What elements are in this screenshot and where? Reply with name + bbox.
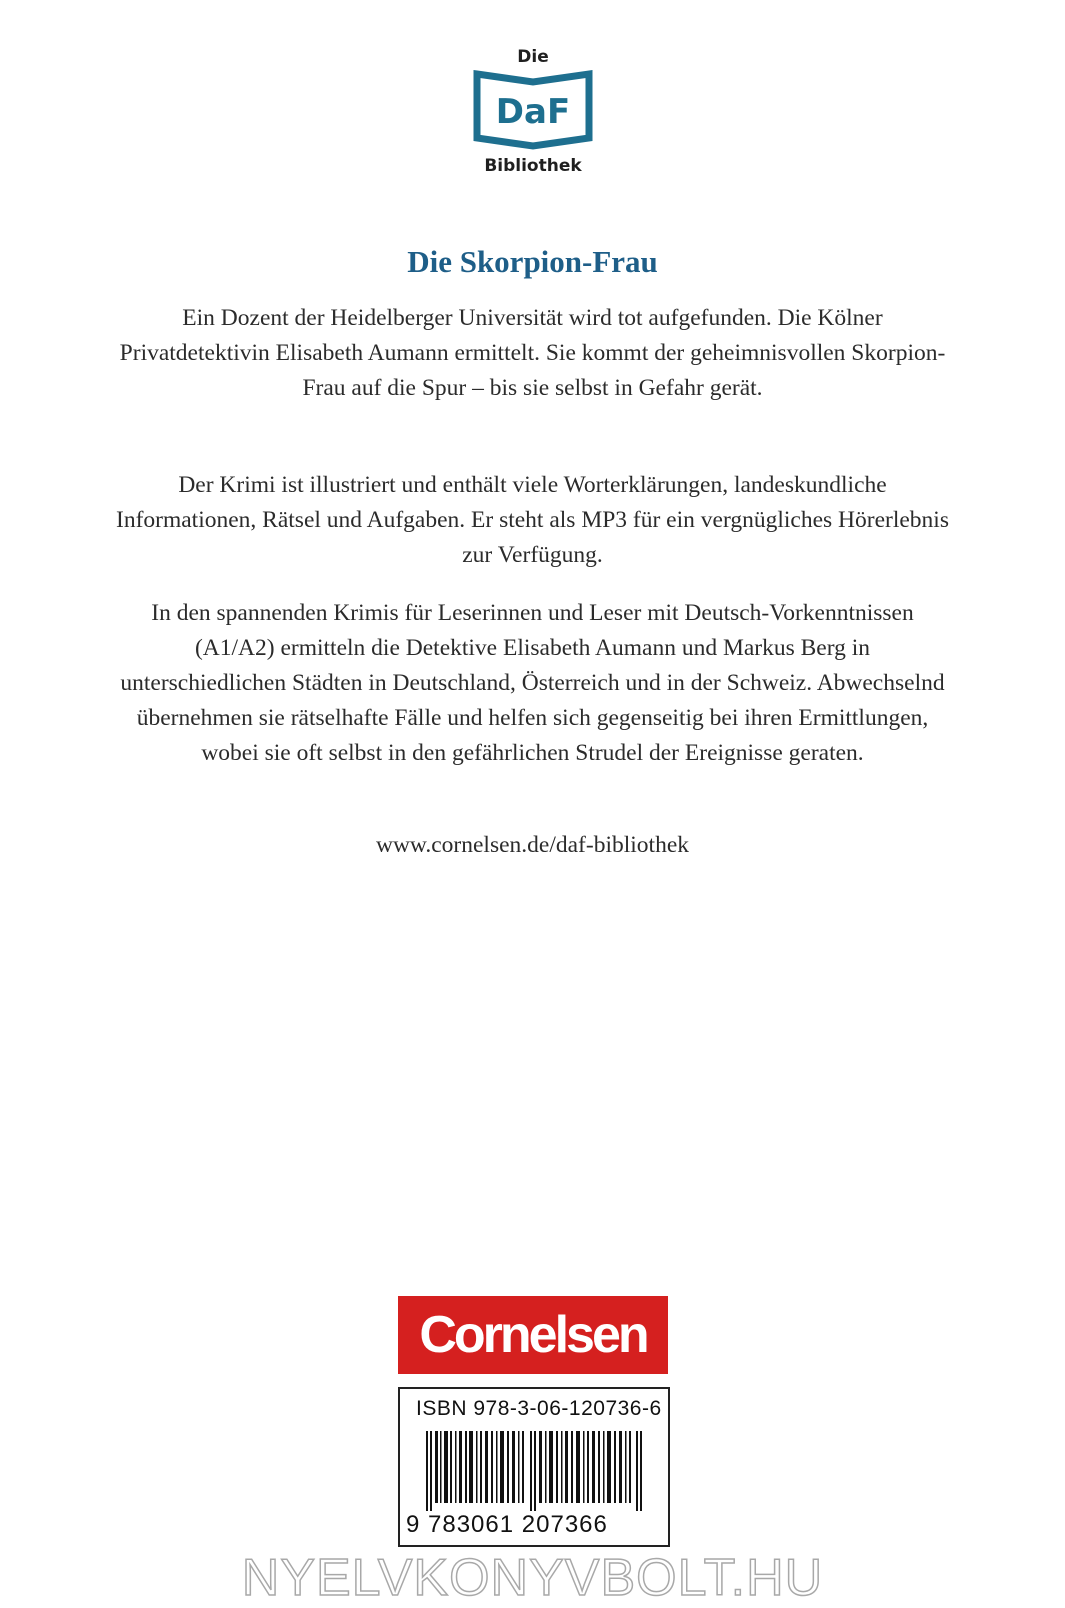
blurb-paragraph-3: In den spannenden Krimis für Leserinnen und Leser mit Deutsch-Vorkenntnissen (A1/A2) ermitteln die Detektive Elisabeth Aumann und Markus Berg in unterschiedlichen Städten in Deutschland, Österreich und in der Schweiz. Abwechselnd übernehmen sie rätselhafte Fälle und helfen sich gegenseitig bei ihren Ermittlungen, wobei sie oft selbst in den gefährlichen Strudel der Ereignisse geraten. xyxy=(120,600,945,766)
ean-digits: 9 783061 207366 xyxy=(406,1511,608,1538)
website-link[interactable]: www.cornelsen.de/daf-bibliothek xyxy=(375,832,690,858)
book-icon xyxy=(471,68,595,152)
watermark: NYELVKONYVBOLT.HU xyxy=(241,1549,824,1607)
book-title: Die Skorpion-Frau xyxy=(407,244,658,279)
logo-center-label: DaF xyxy=(495,92,571,132)
logo-top-label: Die xyxy=(517,47,549,67)
isbn-barcode-box xyxy=(398,1387,670,1547)
blurb-paragraph-2: Der Krimi ist illustriert und enthält viele Worterklärungen, landeskundliche Informationen, Rätsel und Aufgaben. Er steht als MP3 für ein vergnügliches Hörerlebnis zur Verfügung. xyxy=(116,472,949,568)
cornelsen-logo xyxy=(398,1296,668,1374)
publisher-name: Cornelsen xyxy=(419,1306,647,1364)
daf-bibliothek-logo xyxy=(468,46,598,186)
logo-bottom-label: Bibliothek xyxy=(484,156,582,176)
isbn-label: ISBN 978-3-06-120736-6 xyxy=(416,1397,662,1420)
blurb-paragraph-1: Ein Dozent der Heidelberger Universität wird tot aufgefunden. Die Kölner Privatdetektivin Elisabeth Aumann ermittelt. Sie kommt der geheimnisvollen Skorpion-Frau auf die Spur – bis sie selbst in Gefahr gerät. xyxy=(119,305,946,401)
barcode xyxy=(426,1431,644,1511)
